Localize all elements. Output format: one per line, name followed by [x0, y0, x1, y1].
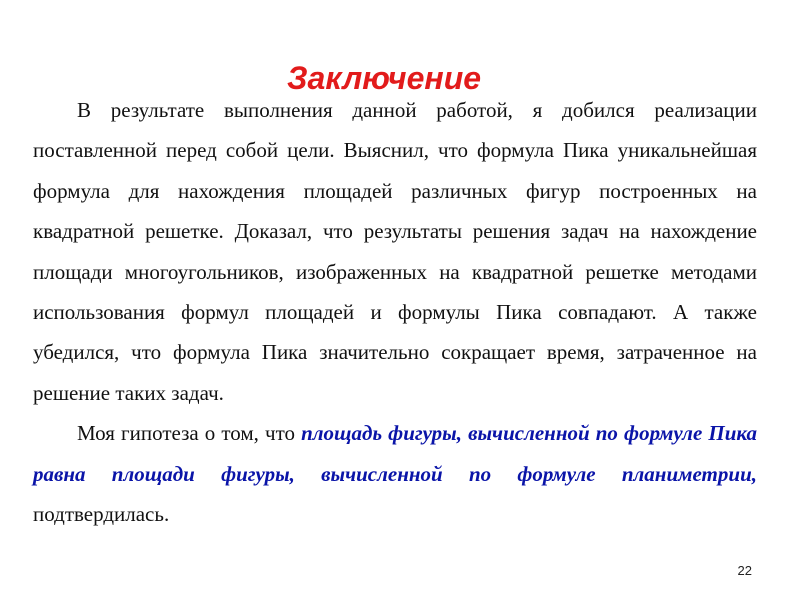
hypothesis-paragraph: [33, 413, 757, 534]
slide-title: Заключение: [286, 60, 482, 96]
hypothesis-emphasis: площадь фигуры, вычисленной по формуле Пика равна площади фигуры, вычисленной по формуле планиметрии,: [33, 421, 757, 486]
conclusion-paragraph: В результате выполнения данной работой, я добился реализации поставленной перед собой цели. Выяснил, что формула Пика уникальнейшая формула для нахождения площадей различных фигур построенных на квадратной решетке. Доказал, что результаты решения задач на нахождение площади многоугольников, изображенных на квадратной решетке методами использования формул площадей и формулы Пика совпадают. А также убедился, что формула Пика значительно сокращает время, затраченное на решение таких задач.: [33, 98, 757, 405]
hypothesis-outro: подтвердилась.: [33, 502, 170, 527]
slide-body: [33, 90, 757, 534]
slide-number: 22: [737, 563, 752, 578]
hypothesis-intro: Моя гипотеза о том, что: [77, 421, 302, 446]
